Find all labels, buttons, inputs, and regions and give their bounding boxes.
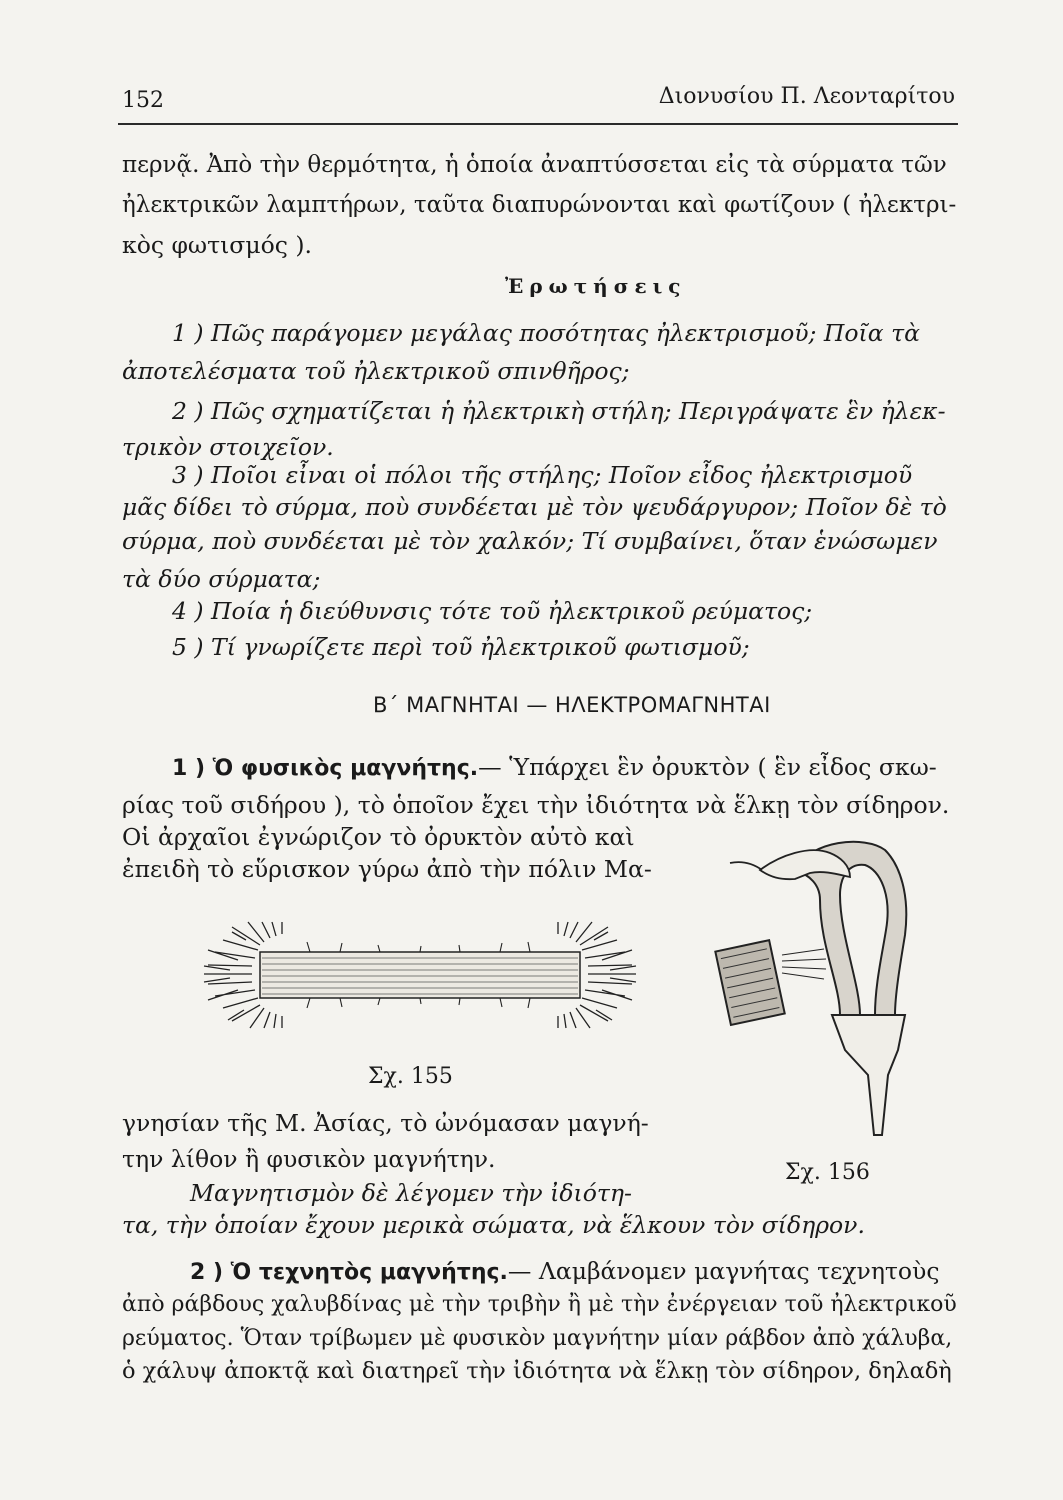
running-head: Διονυσίου Π. Λεονταρίτου (658, 84, 955, 109)
artificial-magnet-heading: 2 ) Ὁ τεχνητὸς μαγνήτης. (190, 1260, 508, 1285)
bar-magnet-filings-figure (200, 920, 640, 1030)
figure-155-caption: Σχ. 155 (368, 1064, 453, 1089)
definition-line: τα, τὴν ὁποίαν ἔχουν μερικὰ σώματα, νὰ ἕλκουν τὸν σίδηρον. (122, 1211, 865, 1239)
body-line: ρεύματος. Ὅταν τρίβωμεν μὲ φυσικὸν μαγνήτην μίαν ράβδον ἀπὸ χάλυβα, (122, 1326, 953, 1351)
attraction-lines (782, 949, 826, 979)
natural-magnet-heading: 1 ) Ὁ φυσικὸς μαγνήτης. (172, 756, 479, 781)
question-line: σύρμα, ποὺ συνδέεται μὲ τὸν χαλκόν; Τί συμβαίνει, ὅταν ἑνώσωμεν (122, 527, 938, 555)
body-line: ἐπειδὴ τὸ εὕρισκον γύρω ἀπὸ τὴν πόλιν Μα- (122, 855, 652, 883)
question-line: τὰ δύο σύρματα; (122, 565, 321, 593)
figure-156-caption: Σχ. 156 (785, 1160, 870, 1185)
questions-heading: Ἐρωτήσεις (505, 274, 687, 298)
question-line: 3 ) Ποῖοι εἶναι οἱ πόλοι τῆς στήλης; Ποῖον εἶδος ἠλεκτρισμοῦ (172, 461, 913, 489)
question-line: 2 ) Πῶς σχηματίζεται ἡ ἠλεκτρικὴ στήλη; Περιγράψατε ἓν ἠλεκ- (172, 397, 946, 425)
body-line: γνησίαν τῆς Μ. Ἀσίας, τὸ ὠνόμασαν μαγνή- (122, 1109, 649, 1137)
question-line: 5 ) Τί γνωρίζετε περὶ τοῦ ἠλεκτρικοῦ φωτισμοῦ; (172, 633, 750, 661)
header-rule (118, 123, 958, 125)
body-line: ρίας τοῦ σιδήρου ), τὸ ὁποῖον ἔχει τὴν ἰδιότητα νὰ ἕλκῃ τὸν σίδηρον. (122, 791, 950, 819)
artificial-magnet-first-line (190, 1256, 940, 1288)
body-line: ἀπὸ ράβδους χαλυβδίνας μὲ τὴν τριβὴν ἢ μὲ τὴν ἐνέργειαν τοῦ ἠλεκτρικοῦ (122, 1292, 957, 1317)
intro-line: περνᾷ. Ἀπὸ τὴν θερμότητα, ἡ ὁποία ἀναπτύσσεται εἰς τὰ σύρματα τῶν (122, 152, 947, 178)
magnet-holder (832, 1015, 905, 1135)
question-line: 4 ) Ποία ἡ διεύθυνσις τότε τοῦ ἠλεκτρικοῦ ρεύματος; (172, 597, 813, 625)
page-header (122, 84, 955, 120)
question-line: τρικὸν στοιχεῖον. (122, 433, 334, 461)
bar-magnet (260, 952, 580, 998)
page-number: 152 (122, 88, 164, 113)
question-line: ἀποτελέσματα τοῦ ἠλεκτρικοῦ σπινθῆρος; (122, 357, 630, 385)
definition-line: Μαγνητισμὸν δὲ λέγομεν τὴν ἰδιότη- (190, 1179, 632, 1207)
natural-magnet-text: — Ὑπάρχει ἓν ὀρυκτὸν ( ἓν εἶδος σκω- (478, 753, 937, 781)
section-title: Β΄ ΜΑΓΝΗΤΑΙ — ΗΛΕΚΤΡΟΜΑΓΝΗΤΑΙ (373, 693, 771, 717)
artificial-magnet-text: — Λαμβάνομεν μαγνήτας τεχνητοὺς (507, 1257, 940, 1285)
natural-magnet-first-line (172, 752, 937, 784)
body-line: ὁ χάλυψ ἀποκτᾷ καὶ διατηρεῖ τὴν ἰδιότητα νὰ ἕλκῃ τὸν σίδηρον, δηλαδὴ (122, 1358, 952, 1384)
iron-block (715, 940, 784, 1025)
question-line: μᾶς δίδει τὸ σύρμα, ποὺ συνδέεται μὲ τὸν ψευδάργυρον; Ποῖον δὲ τὸ (122, 493, 947, 521)
body-line: την λίθον ἢ φυσικὸν μαγνήτην. (122, 1145, 496, 1173)
wrist-line (730, 862, 762, 870)
question-line: 1 ) Πῶς παράγομεν μεγάλας ποσότητας ἠλεκτρισμοῦ; Ποῖα τὰ (172, 319, 920, 347)
body-line: Οἱ ἀρχαῖοι ἐγνώριζον τὸ ὀρυκτὸν αὐτὸ καὶ (122, 823, 635, 851)
intro-line: ἠλεκτρικῶν λαμπτήρων, ταῦτα διαπυρώνονται καὶ φωτίζουν ( ἠλεκτρι- (122, 192, 957, 218)
horseshoe-magnet-figure (700, 835, 950, 1145)
intro-line: κὸς φωτισμός ). (122, 231, 313, 259)
